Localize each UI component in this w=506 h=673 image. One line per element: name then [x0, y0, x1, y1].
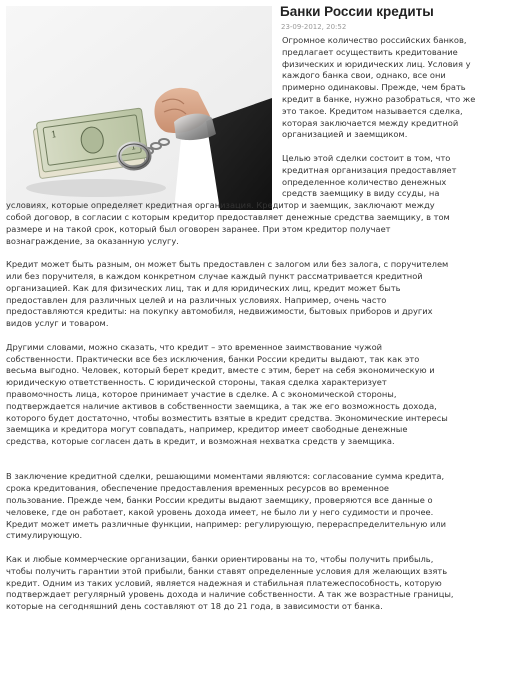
text-line: Как и любые коммерческие организации, банки ориентированы на то, чтобы получить прибыль,	[6, 554, 434, 565]
text-line: Другими словами, можно сказать, что кредит – это временное заимствование чужой	[6, 341, 383, 352]
text-line: физических и юридических лиц. Условия у	[282, 58, 471, 69]
text-line: или без поручителя, в каждом конкретном случае каждый пункт рассматривается кредитной	[6, 270, 423, 281]
text-line: В заключение кредитной сделки, решающими моментами являются: согласование сумма кредита,	[6, 471, 445, 482]
text-line: кредит. Одним из таких условий, является надежная и стабильная платежеспособность, которую	[6, 577, 442, 588]
text-line: которые на сегодняшний день составляют от 18 до 21 года, в зависимости от банка.	[6, 601, 383, 612]
text-line: заемщика и кредитора могут совпадать, например, кредитор имеет свободные денежные	[6, 424, 408, 435]
text-line: правомочность лица, которое принимает участие в сделке. А с экономической стороны,	[6, 388, 397, 399]
text-line: подтверждает регулярный уровень дохода и наличие собственности. А так же возрастные границы,	[6, 589, 454, 600]
text-line: собственности. Практически все без исключения, банки России кредиты выдают, так как это	[6, 353, 420, 364]
text-line: предлагает осуществить кредитование	[282, 46, 458, 57]
text-line: предоставляются кредиты: на покупку автомобиля, недвижимости, бытовых приборов и других	[6, 306, 433, 317]
text-line: примерно одинаковы. Прежде, чем брать	[282, 82, 466, 93]
text-line: предоставлен для различных целей и на различных условиях. Например, очень часто	[6, 294, 387, 305]
text-line: Огромное количество российских банков,	[282, 35, 467, 45]
text-line: пользование. Прежде чем, банки России кредиты выдают заемщику, проверяются все данные о	[6, 495, 433, 506]
svg-text:1: 1	[129, 142, 138, 153]
paragraph-gap	[6, 141, 500, 153]
text-line: юридическую ответственность. С юридической стороны, такая сделка характеризует	[6, 377, 387, 388]
text-line: условиях, которые определяет кредитная организация. Кредитор и заемщик, заключают между	[6, 200, 435, 211]
text-line: это такое. Кредитом называется сделка,	[282, 105, 463, 116]
text-line: собой договор, в согласии с которым кредитор предоставляет денежные средства заемщику, в том	[6, 211, 450, 222]
article-date: 23-09-2012, 20:52	[281, 23, 347, 31]
text-line: которого будет достаточно, чтобы возместить взятые в кредит средства. Экономические интересы	[6, 412, 448, 423]
paragraph-gap	[6, 247, 500, 259]
text-line: весьма выгодно. Человек, который берет кредит, вместе с этим, берет на себя экономическую и	[6, 365, 435, 376]
text-line: кредит в банке, нужно разобраться, что же	[282, 93, 476, 104]
text-line: кредитная организация предоставляет	[282, 164, 457, 175]
text-line: Кредит может быть разным, он может быть предоставлен с залогом или без залога, с поручителем	[6, 259, 449, 270]
text-line: организацией и заемщиком.	[282, 129, 408, 140]
article-title: Банки России кредиты	[280, 4, 434, 19]
text-line: человеке, где он работает, какой уровень дохода имеет, не было ли у него судимости и прочее.	[6, 506, 434, 517]
text-line: организацией. Как для физических лиц, так и для юридических лиц, кредит может быть	[6, 282, 401, 293]
svg-text:1: 1	[50, 129, 58, 141]
paragraph-gap	[6, 542, 500, 554]
text-line: Целью этой сделки состоит в том, что	[282, 152, 451, 163]
text-line: средств заемщику в виду ссуды, на	[282, 188, 440, 199]
text-line: размере и на такой срок, который был оговорен заранее. При этом кредитор получает	[6, 223, 391, 234]
text-line: средства, которые согласен дать в кредит, и возможная нехватка средств у заемщика.	[6, 436, 395, 447]
text-line: срока кредитования, обеспечение предоставления временных ресурсов во временное	[6, 483, 390, 494]
text-line: определенное количество денежных	[282, 176, 447, 187]
paragraph-gap	[6, 330, 500, 342]
text-line: каждого банка свои, однако, все они	[282, 70, 446, 81]
text-line: Кредит может иметь различные функции, например: регулирующую, перераспределительную или	[6, 518, 447, 529]
text-line: которая заключается между кредитной	[282, 117, 459, 128]
text-line: стимулирующую.	[6, 530, 83, 541]
paragraph-gap	[6, 448, 500, 472]
text-line: вознаграждение, за оказанную услугу.	[6, 235, 179, 246]
text-line: чтобы получить гарантии этой прибыли, банки ставят определенные условия для желающих взять	[6, 565, 448, 576]
text-line: видов услуг и товаром.	[6, 318, 109, 329]
text-line: подтверждается наличие активов в собственности заемщика, а так же его возможность дохода,	[6, 400, 437, 411]
article-body	[6, 35, 500, 613]
